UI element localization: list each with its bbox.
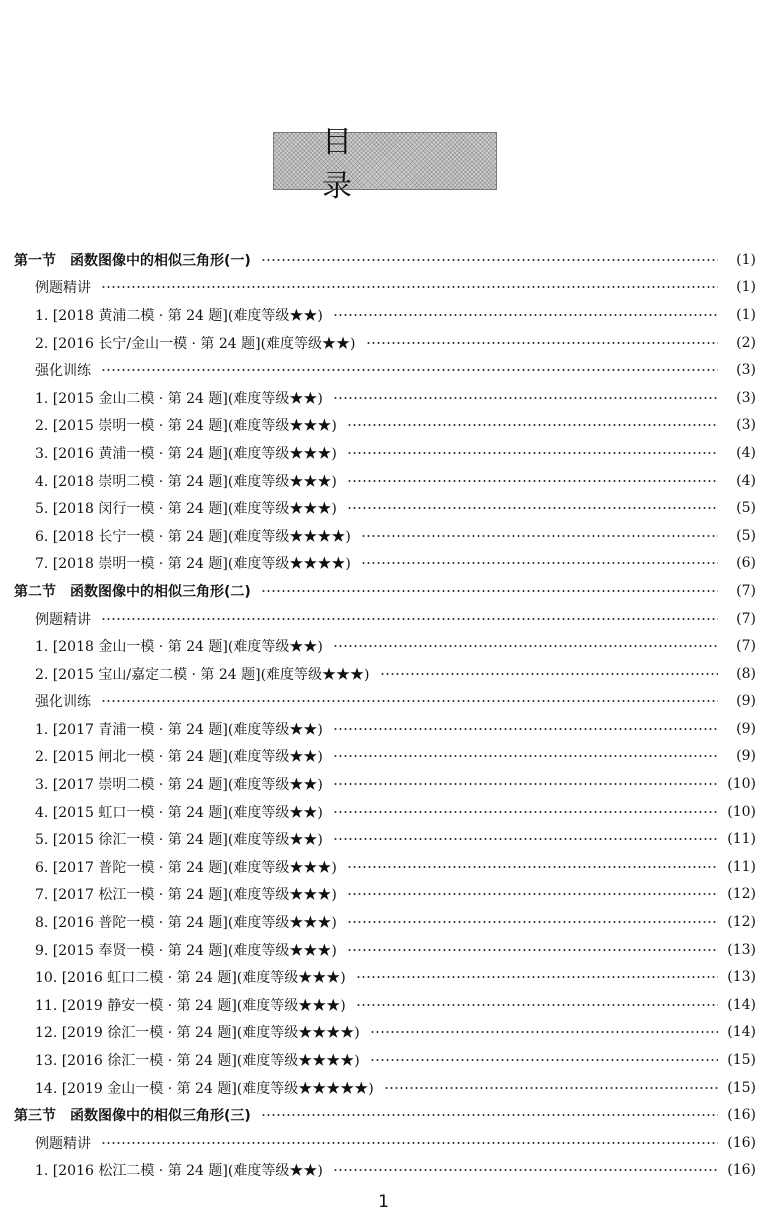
toc-entry-label: 13. [2016 徐汇一模 · 第 24 题](难度等级★★★★): [35, 1053, 360, 1070]
dot-leader: [347, 943, 718, 957]
toc-entry-page: (9): [736, 748, 756, 765]
toc-entry-page: (5): [736, 527, 756, 544]
toc-entry-label: 1. [2018 金山一模 · 第 24 题](难度等级★★): [35, 639, 323, 656]
toc-entry-label: 强化训练: [35, 694, 91, 711]
page-number: 1: [378, 1192, 389, 1212]
toc-entry[interactable]: [14, 963, 756, 991]
toc-entry[interactable]: [14, 770, 756, 798]
toc-entry-page: (7): [736, 638, 756, 655]
dot-leader: [347, 418, 718, 432]
toc-entry-page: (16): [727, 1162, 756, 1179]
toc-section[interactable]: [14, 1101, 756, 1129]
toc-entry-page: (1): [736, 251, 756, 268]
toc-entry-page: (3): [736, 417, 756, 434]
toc-entry-page: (7): [736, 610, 756, 627]
toc-entry[interactable]: [14, 301, 756, 329]
toc-title-box: [273, 125, 497, 204]
toc-entry[interactable]: [14, 715, 756, 743]
dot-leader: [101, 363, 718, 377]
toc-entry[interactable]: [14, 329, 756, 357]
dot-leader: [347, 915, 718, 929]
toc-entry-page: (14): [727, 1024, 756, 1041]
toc-entry-page: (10): [727, 776, 756, 793]
toc-entry-page: (15): [727, 1052, 756, 1069]
dot-leader: [356, 998, 718, 1012]
toc-entry[interactable]: [14, 798, 756, 826]
toc-entry-label: 12. [2019 徐汇一模 · 第 24 题](难度等级★★★★): [35, 1025, 360, 1042]
toc-entry-label: 7. [2017 松江一模 · 第 24 题](难度等级★★★): [35, 887, 337, 904]
dot-leader: [361, 529, 718, 543]
toc-entry-label: 第二节 函数图像中的相似三角形(二): [14, 583, 251, 600]
dot-leader: [333, 749, 718, 763]
toc-subsection[interactable]: [14, 1129, 756, 1157]
toc-entry-page: (8): [736, 665, 756, 682]
toc-entry[interactable]: [14, 1046, 756, 1074]
toc-entry[interactable]: [14, 522, 756, 550]
toc-entry-page: (4): [736, 444, 756, 461]
toc-entry[interactable]: [14, 494, 756, 522]
toc-entry-label: 1. [2016 松江二模 · 第 24 题](难度等级★★): [35, 1163, 323, 1180]
toc-entry-page: (3): [736, 389, 756, 406]
table-of-contents: [14, 246, 756, 1184]
toc-entry-label: 2. [2015 闸北一模 · 第 24 题](难度等级★★): [35, 749, 323, 766]
toc-entry-page: (3): [736, 362, 756, 379]
toc-subsection[interactable]: [14, 274, 756, 302]
toc-entry-page: (6): [736, 555, 756, 572]
toc-entry-label: 4. [2018 崇明二模 · 第 24 题](难度等级★★★): [35, 473, 337, 490]
toc-entry-label: 7. [2018 崇明一模 · 第 24 题](难度等级★★★★): [35, 556, 351, 573]
dot-leader: [333, 805, 718, 819]
toc-entry-page: (13): [727, 941, 756, 958]
toc-entry-label: 1. [2017 青浦一模 · 第 24 题](难度等级★★): [35, 721, 323, 738]
dot-leader: [333, 777, 718, 791]
toc-entry[interactable]: [14, 1074, 756, 1102]
dot-leader: [347, 860, 718, 874]
toc-title: 目 录: [322, 125, 400, 204]
toc-entry-page: (2): [736, 334, 756, 351]
toc-entry-page: (9): [736, 693, 756, 710]
toc-entry-page: (5): [736, 500, 756, 517]
dot-leader: [333, 722, 718, 736]
toc-entry-label: 例题精讲: [35, 611, 91, 628]
toc-entry-label: 5. [2015 徐汇一模 · 第 24 题](难度等级★★): [35, 832, 323, 849]
toc-entry-page: (10): [727, 803, 756, 820]
dot-leader: [261, 253, 718, 267]
toc-entry[interactable]: [14, 908, 756, 936]
toc-entry[interactable]: [14, 467, 756, 495]
toc-entry-page: (9): [736, 720, 756, 737]
dot-leader: [261, 584, 718, 598]
toc-entry[interactable]: [14, 439, 756, 467]
toc-entry[interactable]: [14, 881, 756, 909]
dot-leader: [261, 1108, 718, 1122]
toc-entry-page: (12): [727, 914, 756, 931]
toc-entry[interactable]: [14, 825, 756, 853]
toc-section[interactable]: [14, 246, 756, 274]
dot-leader: [370, 1053, 718, 1067]
dot-leader: [366, 336, 718, 350]
toc-entry-label: 9. [2015 奉贤一模 · 第 24 题](难度等级★★★): [35, 942, 337, 959]
toc-entry-page: (1): [736, 306, 756, 323]
toc-entry[interactable]: [14, 1157, 756, 1185]
dot-leader: [101, 280, 718, 294]
dot-leader: [347, 474, 718, 488]
toc-entry-page: (16): [727, 1107, 756, 1124]
toc-entry-label: 1. [2015 金山二模 · 第 24 题](难度等级★★): [35, 390, 323, 407]
dot-leader: [356, 970, 718, 984]
toc-entry-label: 第三节 函数图像中的相似三角形(三): [14, 1108, 251, 1125]
toc-entry-label: 5. [2018 闵行一模 · 第 24 题](难度等级★★★): [35, 501, 337, 518]
dot-leader: [333, 639, 718, 653]
toc-entry-label: 6. [2018 长宁一模 · 第 24 题](难度等级★★★★): [35, 528, 351, 545]
dot-leader: [101, 1136, 718, 1150]
toc-entry[interactable]: [14, 991, 756, 1019]
toc-entry-page: (1): [736, 279, 756, 296]
dot-leader: [384, 1081, 718, 1095]
toc-section[interactable]: [14, 577, 756, 605]
toc-entry-label: 8. [2016 普陀一模 · 第 24 题](难度等级★★★): [35, 915, 337, 932]
toc-entry[interactable]: [14, 632, 756, 660]
dot-leader: [370, 1025, 718, 1039]
toc-entry-label: 6. [2017 普陀一模 · 第 24 题](难度等级★★★): [35, 859, 337, 876]
dot-leader: [347, 446, 718, 460]
dot-leader: [333, 1163, 718, 1177]
dot-leader: [101, 694, 718, 708]
toc-entry-label: 3. [2016 黄浦一模 · 第 24 题](难度等级★★★): [35, 445, 337, 462]
toc-entry[interactable]: [14, 1019, 756, 1047]
toc-entry[interactable]: [14, 853, 756, 881]
toc-subsection[interactable]: [14, 688, 756, 716]
toc-subsection[interactable]: [14, 356, 756, 384]
toc-entry-label: 11. [2019 静安一模 · 第 24 题](难度等级★★★): [35, 997, 346, 1014]
toc-entry-page: (7): [736, 582, 756, 599]
dot-leader: [333, 308, 718, 322]
toc-entry-page: (14): [727, 996, 756, 1013]
toc-entry-label: 2. [2015 宝山/嘉定二模 · 第 24 题](难度等级★★★): [35, 666, 370, 683]
toc-entry-label: 第一节 函数图像中的相似三角形(一): [14, 252, 251, 269]
dot-leader: [380, 667, 718, 681]
toc-entry-label: 4. [2015 虹口一模 · 第 24 题](难度等级★★): [35, 804, 323, 821]
toc-entry-label: 例题精讲: [35, 280, 91, 297]
toc-entry-page: (15): [727, 1079, 756, 1096]
toc-entry[interactable]: [14, 550, 756, 578]
toc-subsection[interactable]: [14, 605, 756, 633]
toc-entry-label: 1. [2018 黄浦二模 · 第 24 题](难度等级★★): [35, 307, 323, 324]
toc-entry[interactable]: [14, 412, 756, 440]
toc-entry-page: (16): [727, 1134, 756, 1151]
toc-entry-label: 2. [2015 崇明一模 · 第 24 题](难度等级★★★): [35, 418, 337, 435]
dot-leader: [101, 612, 718, 626]
toc-entry-page: (12): [727, 886, 756, 903]
toc-entry[interactable]: [14, 660, 756, 688]
toc-entry-label: 14. [2019 金山一模 · 第 24 题](难度等级★★★★★): [35, 1080, 374, 1097]
toc-entry-label: 例题精讲: [35, 1135, 91, 1152]
toc-entry-page: (11): [727, 858, 756, 875]
toc-entry-label: 3. [2017 崇明二模 · 第 24 题](难度等级★★): [35, 777, 323, 794]
dot-leader: [333, 391, 718, 405]
toc-entry-page: (13): [727, 969, 756, 986]
toc-entry-label: 2. [2016 长宁/金山一模 · 第 24 题](难度等级★★): [35, 335, 356, 352]
toc-entry-label: 强化训练: [35, 363, 91, 380]
toc-entry[interactable]: [14, 743, 756, 771]
toc-entry[interactable]: [14, 384, 756, 412]
toc-entry-page: (4): [736, 472, 756, 489]
dot-leader: [333, 832, 718, 846]
dot-leader: [361, 556, 718, 570]
dot-leader: [347, 887, 718, 901]
dot-leader: [347, 501, 718, 515]
toc-entry-label: 10. [2016 虹口二模 · 第 24 题](难度等级★★★): [35, 970, 346, 987]
toc-entry[interactable]: [14, 936, 756, 964]
toc-entry-page: (11): [727, 831, 756, 848]
